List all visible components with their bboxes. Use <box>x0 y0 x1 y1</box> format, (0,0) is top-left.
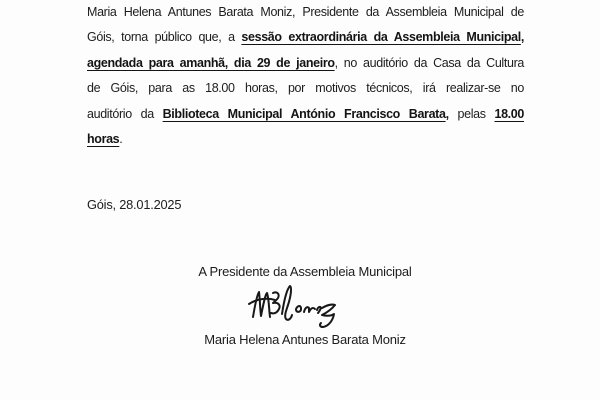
signature-title: A Presidente da Assembleia Municipal <box>198 264 412 279</box>
text-segment: auditório da <box>87 106 163 121</box>
signature-name: Maria Helena Antunes Barata Moniz <box>204 332 406 347</box>
text-segment-emphasized: sessão extraordinária da Assembleia Municipal <box>241 30 521 45</box>
text-segment: pelas <box>448 106 495 121</box>
signature-image <box>246 283 338 329</box>
text-segment: , <box>520 30 524 45</box>
text-segment: . <box>119 132 123 147</box>
text-segment: de Góis, para as 18.00 horas, por motivos técnicos, irá realizar-se no <box>87 81 524 96</box>
text-segment-emphasized: agendada para amanhã, dia 29 de janeiro <box>87 55 335 70</box>
text-segment: Góis, torna público que, a <box>87 30 242 45</box>
text-segment: , <box>445 106 449 121</box>
date-line: Góis, 28.01.2025 <box>87 197 182 212</box>
text-segment: , no auditório da Casa da Cultura <box>334 55 524 70</box>
text-segment-emphasized: horas <box>87 132 120 147</box>
text-segment-emphasized: Biblioteca Municipal António Francisco Barata <box>162 106 446 121</box>
text-segment: Maria Helena Antunes Barata Moniz, Presidente da Assembleia Municipal de <box>87 5 524 19</box>
text-segment-emphasized: 18.00 <box>494 106 524 121</box>
notice-paragraph <box>87 0 524 152</box>
